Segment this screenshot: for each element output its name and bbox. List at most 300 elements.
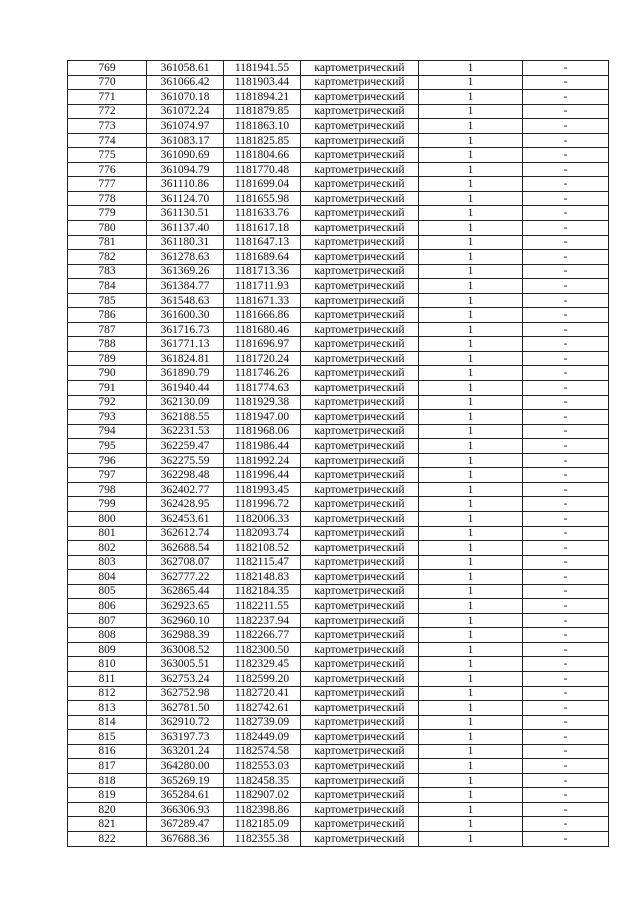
x-coordinate-cell: 361094.79: [147, 162, 224, 177]
method-cell: картометрический: [301, 381, 419, 396]
point-number-cell: 801: [68, 526, 147, 541]
table-row: [68, 773, 609, 788]
point-number-cell: 787: [68, 322, 147, 337]
table-row: [68, 613, 609, 628]
accuracy-cell: 1: [419, 773, 523, 788]
x-coordinate-cell: 364280.00: [147, 759, 224, 774]
accuracy-cell: 1: [419, 468, 523, 483]
description-cell: -: [523, 541, 609, 556]
table-row: [68, 439, 609, 454]
point-number-cell: 782: [68, 250, 147, 265]
description-cell: -: [523, 744, 609, 759]
method-cell: картометрический: [301, 264, 419, 279]
x-coordinate-cell: 363201.24: [147, 744, 224, 759]
method-cell: картометрический: [301, 119, 419, 134]
accuracy-cell: 1: [419, 831, 523, 846]
y-coordinate-cell: 1182237.94: [224, 613, 301, 628]
table-row: [68, 511, 609, 526]
table-row: [68, 264, 609, 279]
y-coordinate-cell: 1181647.13: [224, 235, 301, 250]
accuracy-cell: 1: [419, 410, 523, 425]
point-number-cell: 780: [68, 221, 147, 236]
point-number-cell: 798: [68, 482, 147, 497]
description-cell: -: [523, 395, 609, 410]
table-row: [68, 526, 609, 541]
description-cell: -: [523, 686, 609, 701]
table-row: [68, 701, 609, 716]
point-number-cell: 819: [68, 788, 147, 803]
point-number-cell: 815: [68, 730, 147, 745]
description-cell: -: [523, 715, 609, 730]
x-coordinate-cell: 362708.07: [147, 555, 224, 570]
point-number-cell: 817: [68, 759, 147, 774]
y-coordinate-cell: 1182266.77: [224, 628, 301, 643]
method-cell: картометрический: [301, 511, 419, 526]
point-number-cell: 813: [68, 701, 147, 716]
description-cell: -: [523, 337, 609, 352]
method-cell: картометрический: [301, 308, 419, 323]
y-coordinate-cell: 1181617.18: [224, 221, 301, 236]
x-coordinate-cell: 362752.98: [147, 686, 224, 701]
x-coordinate-cell: 362231.53: [147, 424, 224, 439]
x-coordinate-cell: 362988.39: [147, 628, 224, 643]
description-cell: -: [523, 221, 609, 236]
description-cell: -: [523, 162, 609, 177]
accuracy-cell: 1: [419, 235, 523, 250]
x-coordinate-cell: 362259.47: [147, 439, 224, 454]
x-coordinate-cell: 367289.47: [147, 817, 224, 832]
table-row: [68, 119, 609, 134]
y-coordinate-cell: 1181993.45: [224, 482, 301, 497]
y-coordinate-cell: 1181879.85: [224, 104, 301, 119]
table-row: [68, 788, 609, 803]
x-coordinate-cell: 361074.97: [147, 119, 224, 134]
point-number-cell: 805: [68, 584, 147, 599]
accuracy-cell: 1: [419, 133, 523, 148]
description-cell: -: [523, 381, 609, 396]
method-cell: картометрический: [301, 337, 419, 352]
x-coordinate-cell: 361083.17: [147, 133, 224, 148]
accuracy-cell: 1: [419, 642, 523, 657]
accuracy-cell: 1: [419, 366, 523, 381]
y-coordinate-cell: 1181633.76: [224, 206, 301, 221]
accuracy-cell: 1: [419, 337, 523, 352]
table-row: [68, 817, 609, 832]
method-cell: картометрический: [301, 599, 419, 614]
method-cell: картометрический: [301, 584, 419, 599]
method-cell: картометрический: [301, 235, 419, 250]
method-cell: картометрический: [301, 773, 419, 788]
x-coordinate-cell: 362275.59: [147, 453, 224, 468]
table-row: [68, 599, 609, 614]
table-row: [68, 482, 609, 497]
accuracy-cell: 1: [419, 802, 523, 817]
table-row: [68, 555, 609, 570]
accuracy-cell: 1: [419, 715, 523, 730]
y-coordinate-cell: 1181929.38: [224, 395, 301, 410]
accuracy-cell: 1: [419, 701, 523, 716]
accuracy-cell: 1: [419, 308, 523, 323]
point-number-cell: 773: [68, 119, 147, 134]
table-row: [68, 642, 609, 657]
y-coordinate-cell: 1182185.09: [224, 817, 301, 832]
description-cell: -: [523, 788, 609, 803]
table-row: [68, 570, 609, 585]
y-coordinate-cell: 1182449.09: [224, 730, 301, 745]
y-coordinate-cell: 1181699.04: [224, 177, 301, 192]
table-row: [68, 395, 609, 410]
x-coordinate-cell: 361890.79: [147, 366, 224, 381]
method-cell: картометрический: [301, 730, 419, 745]
table-row: [68, 381, 609, 396]
accuracy-cell: 1: [419, 293, 523, 308]
accuracy-cell: 1: [419, 75, 523, 90]
method-cell: картометрический: [301, 395, 419, 410]
y-coordinate-cell: 1181986.44: [224, 439, 301, 454]
y-coordinate-cell: 1182115.47: [224, 555, 301, 570]
y-coordinate-cell: 1181680.46: [224, 322, 301, 337]
method-cell: картометрический: [301, 206, 419, 221]
y-coordinate-cell: 1181894.21: [224, 90, 301, 105]
table-row: [68, 148, 609, 163]
description-cell: -: [523, 701, 609, 716]
description-cell: -: [523, 235, 609, 250]
table-row: [68, 497, 609, 512]
description-cell: -: [523, 773, 609, 788]
description-cell: -: [523, 191, 609, 206]
method-cell: картометрический: [301, 802, 419, 817]
description-cell: -: [523, 90, 609, 105]
x-coordinate-cell: 361278.63: [147, 250, 224, 265]
y-coordinate-cell: 1182742.61: [224, 701, 301, 716]
accuracy-cell: 1: [419, 817, 523, 832]
accuracy-cell: 1: [419, 61, 523, 76]
x-coordinate-cell: 362688.54: [147, 541, 224, 556]
point-number-cell: 769: [68, 61, 147, 76]
table-row: [68, 75, 609, 90]
y-coordinate-cell: 1181863.10: [224, 119, 301, 134]
accuracy-cell: 1: [419, 279, 523, 294]
x-coordinate-cell: 361716.73: [147, 322, 224, 337]
description-cell: -: [523, 293, 609, 308]
y-coordinate-cell: 1182108.52: [224, 541, 301, 556]
table-row: [68, 366, 609, 381]
table-row: [68, 162, 609, 177]
table-row: [68, 759, 609, 774]
y-coordinate-cell: 1182907.02: [224, 788, 301, 803]
accuracy-cell: 1: [419, 221, 523, 236]
point-number-cell: 779: [68, 206, 147, 221]
method-cell: картометрический: [301, 148, 419, 163]
description-cell: -: [523, 279, 609, 294]
table-row: [68, 468, 609, 483]
table-row: [68, 279, 609, 294]
table-row: [68, 206, 609, 221]
point-number-cell: 800: [68, 511, 147, 526]
description-cell: -: [523, 657, 609, 672]
point-number-cell: 820: [68, 802, 147, 817]
method-cell: картометрический: [301, 701, 419, 716]
table-row: [68, 671, 609, 686]
description-cell: -: [523, 206, 609, 221]
point-number-cell: 775: [68, 148, 147, 163]
y-coordinate-cell: 1181903.44: [224, 75, 301, 90]
accuracy-cell: 1: [419, 541, 523, 556]
point-number-cell: 816: [68, 744, 147, 759]
point-number-cell: 778: [68, 191, 147, 206]
accuracy-cell: 1: [419, 395, 523, 410]
description-cell: -: [523, 322, 609, 337]
y-coordinate-cell: 1182006.33: [224, 511, 301, 526]
method-cell: картометрический: [301, 613, 419, 628]
table-row: [68, 628, 609, 643]
accuracy-cell: 1: [419, 497, 523, 512]
y-coordinate-cell: 1182211.55: [224, 599, 301, 614]
point-number-cell: 772: [68, 104, 147, 119]
accuracy-cell: 1: [419, 671, 523, 686]
x-coordinate-cell: 361058.61: [147, 61, 224, 76]
x-coordinate-cell: 361110.86: [147, 177, 224, 192]
x-coordinate-cell: 361548.63: [147, 293, 224, 308]
method-cell: картометрический: [301, 75, 419, 90]
method-cell: картометрический: [301, 104, 419, 119]
point-number-cell: 812: [68, 686, 147, 701]
x-coordinate-cell: 361600.30: [147, 308, 224, 323]
x-coordinate-cell: 361771.13: [147, 337, 224, 352]
point-number-cell: 802: [68, 541, 147, 556]
y-coordinate-cell: 1181804.66: [224, 148, 301, 163]
method-cell: картометрический: [301, 453, 419, 468]
y-coordinate-cell: 1181689.64: [224, 250, 301, 265]
table-row: [68, 250, 609, 265]
y-coordinate-cell: 1182553.03: [224, 759, 301, 774]
table-row: [68, 802, 609, 817]
y-coordinate-cell: 1181696.97: [224, 337, 301, 352]
method-cell: картометрический: [301, 817, 419, 832]
point-number-cell: 803: [68, 555, 147, 570]
point-number-cell: 797: [68, 468, 147, 483]
accuracy-cell: 1: [419, 424, 523, 439]
point-number-cell: 799: [68, 497, 147, 512]
point-number-cell: 807: [68, 613, 147, 628]
y-coordinate-cell: 1181774.63: [224, 381, 301, 396]
description-cell: -: [523, 453, 609, 468]
description-cell: -: [523, 424, 609, 439]
point-number-cell: 822: [68, 831, 147, 846]
x-coordinate-cell: 362910.72: [147, 715, 224, 730]
y-coordinate-cell: 1181996.72: [224, 497, 301, 512]
table-row: [68, 715, 609, 730]
table-row: [68, 657, 609, 672]
description-cell: -: [523, 439, 609, 454]
y-coordinate-cell: 1181947.00: [224, 410, 301, 425]
method-cell: картометрический: [301, 366, 419, 381]
table-row: [68, 351, 609, 366]
x-coordinate-cell: 361072.24: [147, 104, 224, 119]
method-cell: картометрический: [301, 322, 419, 337]
table-row: [68, 104, 609, 119]
method-cell: картометрический: [301, 831, 419, 846]
description-cell: -: [523, 104, 609, 119]
description-cell: -: [523, 526, 609, 541]
accuracy-cell: 1: [419, 788, 523, 803]
x-coordinate-cell: 363005.51: [147, 657, 224, 672]
x-coordinate-cell: 363008.52: [147, 642, 224, 657]
method-cell: картометрический: [301, 162, 419, 177]
x-coordinate-cell: 367688.36: [147, 831, 224, 846]
point-number-cell: 804: [68, 570, 147, 585]
x-coordinate-cell: 362130.09: [147, 395, 224, 410]
method-cell: картометрический: [301, 133, 419, 148]
accuracy-cell: 1: [419, 439, 523, 454]
x-coordinate-cell: 362865.44: [147, 584, 224, 599]
x-coordinate-cell: 361124.70: [147, 191, 224, 206]
method-cell: картометрический: [301, 686, 419, 701]
method-cell: картометрический: [301, 744, 419, 759]
description-cell: -: [523, 671, 609, 686]
x-coordinate-cell: 362402.77: [147, 482, 224, 497]
method-cell: картометрический: [301, 526, 419, 541]
description-cell: -: [523, 366, 609, 381]
method-cell: картометрический: [301, 497, 419, 512]
method-cell: картометрический: [301, 293, 419, 308]
description-cell: -: [523, 599, 609, 614]
description-cell: -: [523, 759, 609, 774]
y-coordinate-cell: 1181992.24: [224, 453, 301, 468]
point-number-cell: 796: [68, 453, 147, 468]
point-number-cell: 810: [68, 657, 147, 672]
x-coordinate-cell: 361824.81: [147, 351, 224, 366]
table-row: [68, 235, 609, 250]
accuracy-cell: 1: [419, 744, 523, 759]
point-number-cell: 795: [68, 439, 147, 454]
y-coordinate-cell: 1182574.58: [224, 744, 301, 759]
y-coordinate-cell: 1181666.86: [224, 308, 301, 323]
point-number-cell: 776: [68, 162, 147, 177]
point-number-cell: 777: [68, 177, 147, 192]
x-coordinate-cell: 362612.74: [147, 526, 224, 541]
y-coordinate-cell: 1181996.44: [224, 468, 301, 483]
x-coordinate-cell: 361090.69: [147, 148, 224, 163]
table-row: [68, 221, 609, 236]
point-number-cell: 774: [68, 133, 147, 148]
method-cell: картометрический: [301, 788, 419, 803]
accuracy-cell: 1: [419, 759, 523, 774]
accuracy-cell: 1: [419, 526, 523, 541]
accuracy-cell: 1: [419, 250, 523, 265]
accuracy-cell: 1: [419, 351, 523, 366]
description-cell: -: [523, 468, 609, 483]
accuracy-cell: 1: [419, 119, 523, 134]
x-coordinate-cell: 365284.61: [147, 788, 224, 803]
accuracy-cell: 1: [419, 686, 523, 701]
x-coordinate-cell: 362453.61: [147, 511, 224, 526]
table-row: [68, 541, 609, 556]
y-coordinate-cell: 1181968.06: [224, 424, 301, 439]
table-row: [68, 337, 609, 352]
y-coordinate-cell: 1182093.74: [224, 526, 301, 541]
point-number-cell: 808: [68, 628, 147, 643]
point-number-cell: 814: [68, 715, 147, 730]
y-coordinate-cell: 1181746.26: [224, 366, 301, 381]
description-cell: -: [523, 511, 609, 526]
point-number-cell: 793: [68, 410, 147, 425]
y-coordinate-cell: 1181825.85: [224, 133, 301, 148]
y-coordinate-cell: 1181713.36: [224, 264, 301, 279]
method-cell: картометрический: [301, 657, 419, 672]
method-cell: картометрический: [301, 177, 419, 192]
method-cell: картометрический: [301, 191, 419, 206]
y-coordinate-cell: 1182329.45: [224, 657, 301, 672]
table-row: [68, 191, 609, 206]
table-row: [68, 424, 609, 439]
method-cell: картометрический: [301, 642, 419, 657]
y-coordinate-cell: 1182720.41: [224, 686, 301, 701]
description-cell: -: [523, 410, 609, 425]
accuracy-cell: 1: [419, 381, 523, 396]
x-coordinate-cell: 362781.50: [147, 701, 224, 716]
description-cell: -: [523, 642, 609, 657]
point-number-cell: 794: [68, 424, 147, 439]
point-number-cell: 809: [68, 642, 147, 657]
y-coordinate-cell: 1182300.50: [224, 642, 301, 657]
point-number-cell: 789: [68, 351, 147, 366]
accuracy-cell: 1: [419, 148, 523, 163]
description-cell: -: [523, 613, 609, 628]
point-number-cell: 806: [68, 599, 147, 614]
x-coordinate-cell: 361137.40: [147, 221, 224, 236]
accuracy-cell: 1: [419, 162, 523, 177]
description-cell: -: [523, 584, 609, 599]
y-coordinate-cell: 1181770.48: [224, 162, 301, 177]
x-coordinate-cell: 362960.10: [147, 613, 224, 628]
description-cell: -: [523, 133, 609, 148]
accuracy-cell: 1: [419, 555, 523, 570]
y-coordinate-cell: 1181711.93: [224, 279, 301, 294]
description-cell: -: [523, 264, 609, 279]
table-row: [68, 133, 609, 148]
x-coordinate-cell: 362923.65: [147, 599, 224, 614]
y-coordinate-cell: 1181655.98: [224, 191, 301, 206]
x-coordinate-cell: 361066.42: [147, 75, 224, 90]
point-number-cell: 788: [68, 337, 147, 352]
table-row: [68, 584, 609, 599]
point-number-cell: 770: [68, 75, 147, 90]
accuracy-cell: 1: [419, 90, 523, 105]
accuracy-cell: 1: [419, 599, 523, 614]
method-cell: картометрический: [301, 439, 419, 454]
method-cell: картометрический: [301, 351, 419, 366]
description-cell: -: [523, 730, 609, 745]
point-number-cell: 792: [68, 395, 147, 410]
accuracy-cell: 1: [419, 628, 523, 643]
description-cell: -: [523, 148, 609, 163]
accuracy-cell: 1: [419, 191, 523, 206]
y-coordinate-cell: 1181671.33: [224, 293, 301, 308]
x-coordinate-cell: 362777.22: [147, 570, 224, 585]
accuracy-cell: 1: [419, 322, 523, 337]
method-cell: картометрический: [301, 424, 419, 439]
point-number-cell: 784: [68, 279, 147, 294]
description-cell: -: [523, 351, 609, 366]
x-coordinate-cell: 361130.51: [147, 206, 224, 221]
x-coordinate-cell: 361070.18: [147, 90, 224, 105]
method-cell: картометрический: [301, 715, 419, 730]
method-cell: картометрический: [301, 468, 419, 483]
y-coordinate-cell: 1181720.24: [224, 351, 301, 366]
point-number-cell: 781: [68, 235, 147, 250]
accuracy-cell: 1: [419, 511, 523, 526]
